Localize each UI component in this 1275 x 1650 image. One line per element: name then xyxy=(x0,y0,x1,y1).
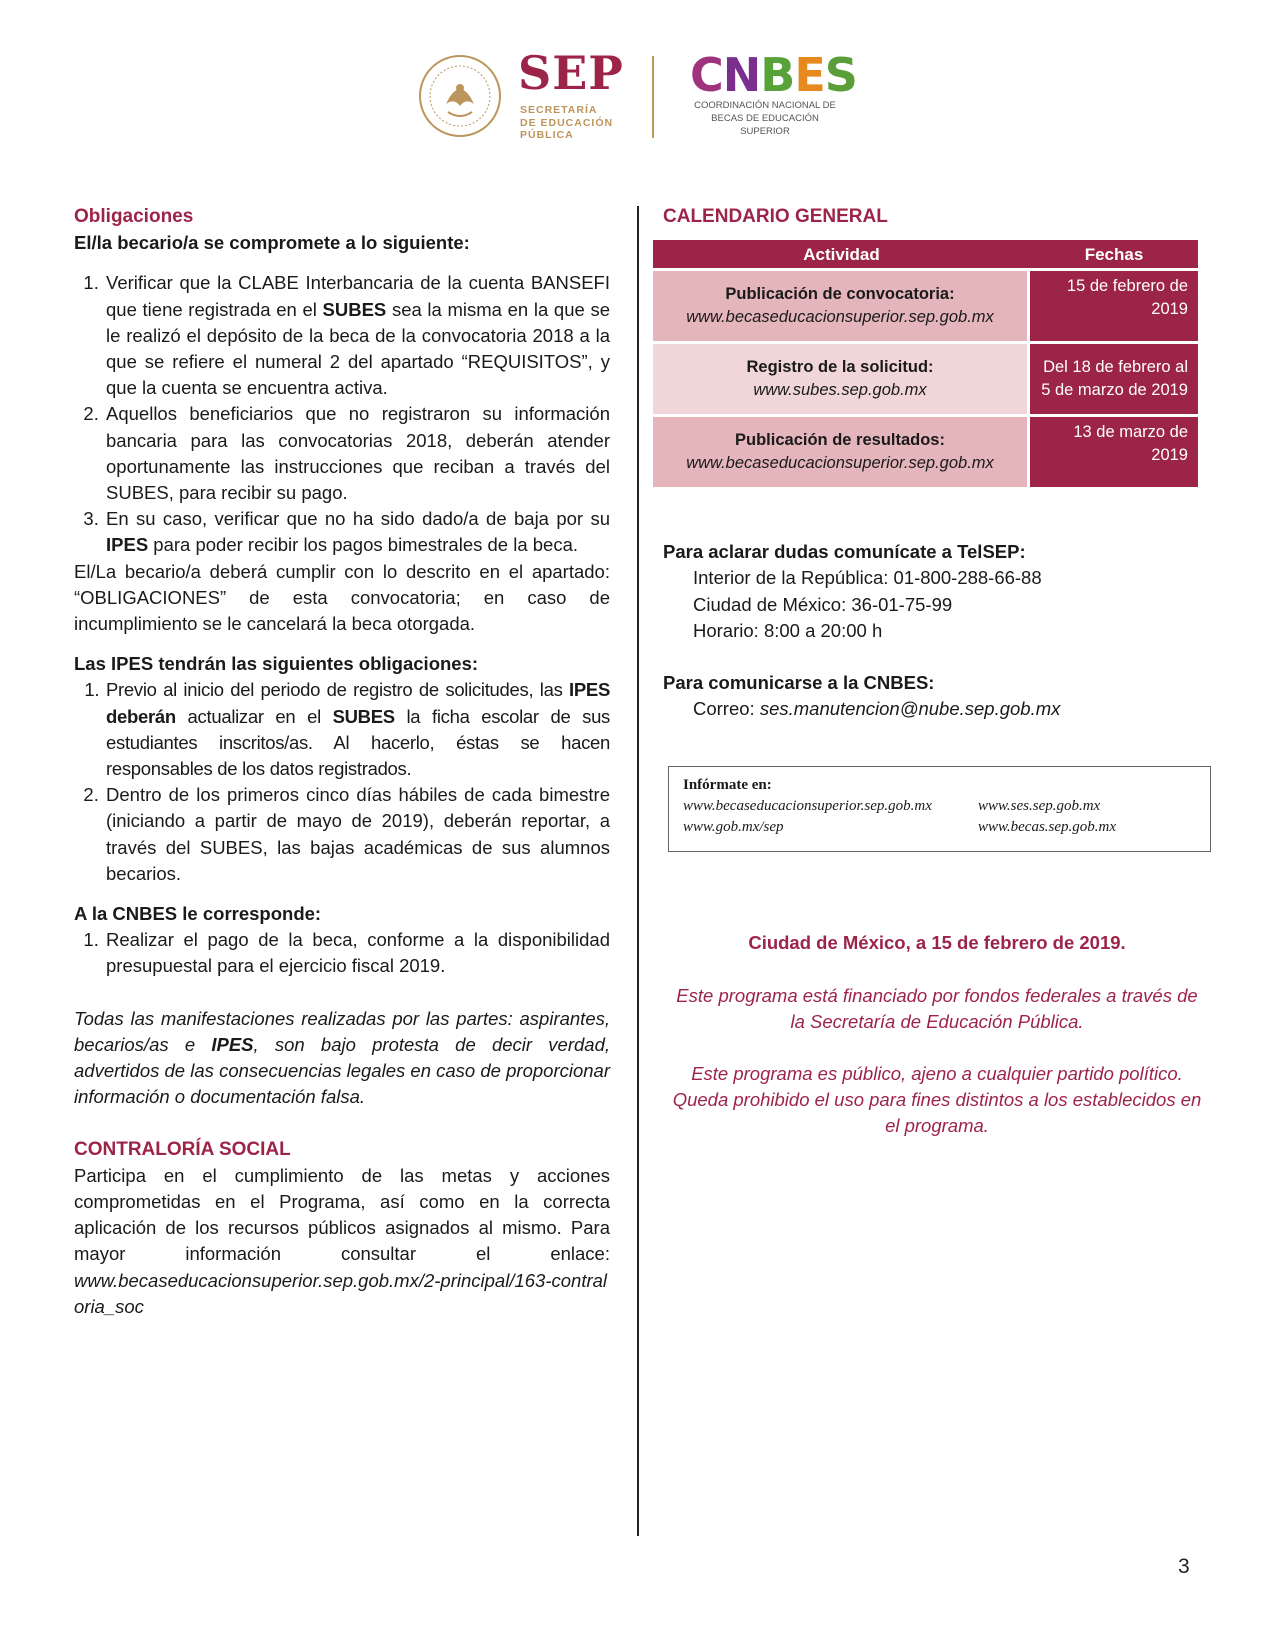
calendar-table xyxy=(653,240,1198,487)
calendar-heading: CALENDARIO GENERAL xyxy=(663,206,888,227)
list-item: 1. Realizar el pago de la beca, conforme a la disponibilidad presupuestal para el ejercicio fiscal 2019. xyxy=(104,927,610,979)
contraloria-text: Participa en el cumplimiento de las metas y acciones comprometidas en el Programa, así como en la correcta aplicación de los recursos públicos asignados al mismo. Para mayor información consultar el enlace: xyxy=(74,1164,610,1265)
telsep-line: Interior de la República: 01-800-288-66-88 xyxy=(693,567,1042,589)
calendar-url[interactable]: www.becaseducacionsuperior.sep.gob.mx xyxy=(686,454,994,473)
legend-financiado: Este programa está financiado por fondos federales a través de la Secretaría de Educación Pública. xyxy=(676,984,1198,1032)
correo-link[interactable]: ses.manutencion@nube.sep.gob.mx xyxy=(759,698,1061,720)
informate-box xyxy=(668,766,1211,852)
place-date: Ciudad de México, a 15 de febrero de 2019. xyxy=(748,932,1126,954)
list-item: 2. Aquellos beneficiarios que no registraron su información bancaria para las convocatorias 2018, deberán atender oportunamente las instrucciones que reciban a través del SUBES, para recibir su pago. xyxy=(104,401,610,506)
info-link[interactable]: www.ses.sep.gob.mx xyxy=(978,798,1101,815)
correo-line: Correo: ses.manutencion@nube.sep.gob.mx xyxy=(693,698,1061,720)
contraloria-link[interactable]: www.becaseducacionsuperior.sep.gob.mx/2-principal/163-contraloria_soc xyxy=(74,1269,608,1317)
cnbes-letter: E xyxy=(794,48,825,102)
list-item: 1. Previo al inicio del periodo de registro de solicitudes, las IPES deberán actualizar en el SUBES la ficha escolar de sus estudiantes inscritos/as. Al hacerlo, éstas se hacen responsables de los datos registrados. xyxy=(104,677,610,782)
calendar-date: 15 de febrero de 2019 xyxy=(1030,268,1198,341)
list-item: 2. Dentro de los primeros cinco días hábiles de cada bimestre (iniciando a partir de mayo de 2019), deberán reportar, a través del SUBES, las bajas académicas de sus alumnos becarios. xyxy=(104,782,610,887)
table-header-fechas: Fechas xyxy=(1030,240,1198,268)
info-link[interactable]: www.gob.mx/sep xyxy=(683,819,784,836)
table-row: Publicación de resultados: www.becaseducacionsuperior.sep.gob.mx 13 de marzo de 2019 xyxy=(653,414,1198,487)
mexico-seal-icon xyxy=(418,54,502,138)
table-row: Publicación de convocatoria: www.becaseducacionsuperior.sep.gob.mx 15 de febrero de 2019 xyxy=(653,268,1198,341)
calendar-date: 13 de marzo de 2019 xyxy=(1030,414,1198,487)
cnbes-intro: A la CNBES le corresponde: xyxy=(74,903,322,925)
left-column xyxy=(74,204,610,1320)
column-divider xyxy=(637,206,639,1536)
table-row: Registro de la solicitud: www.subes.sep.gob.mx Del 18 de febrero al 5 de marzo de 2019 xyxy=(653,341,1198,414)
informate-title: Infórmate en: xyxy=(683,777,772,794)
ipes-intro: Las IPES tendrán las siguientes obligaciones: xyxy=(74,653,479,675)
table-header-actividad: Actividad xyxy=(653,240,1030,268)
cnbes-letter: B xyxy=(760,48,795,102)
telsep-line: Horario: 8:00 a 20:00 h xyxy=(693,619,883,641)
calendar-url[interactable]: www.becaseducacionsuperior.sep.gob.mx xyxy=(686,308,994,327)
ipes-obligations-list xyxy=(74,677,610,887)
telsep-line: Ciudad de México: 36-01-75-99 xyxy=(693,593,953,615)
info-link[interactable]: www.becaseducacionsuperior.sep.gob.mx xyxy=(683,798,932,815)
list-item: 3. En su caso, verificar que no ha sido dado/a de baja por su IPES para poder recibir los pagos bimestrales de la beca. xyxy=(104,506,610,558)
cnbes-letter: N xyxy=(722,48,761,102)
sep-logo-text: SEP xyxy=(518,46,624,100)
calendar-date: Del 18 de febrero al 5 de marzo de 2019 xyxy=(1030,341,1198,414)
page-number: 3 xyxy=(1178,1555,1190,1578)
right-column xyxy=(663,204,1211,1140)
telsep-heading: Para aclarar dudas comunícate a TelSEP: xyxy=(663,541,1026,563)
contraloria-heading: CONTRALORÍA SOCIAL xyxy=(74,1138,291,1160)
info-link[interactable]: www.becas.sep.gob.mx xyxy=(978,819,1117,836)
legend-publico: Este programa es público, ajeno a cualquier partido político. Queda prohibido el uso para fines distintos a los establecidos en el programa. xyxy=(672,1063,1202,1137)
cnbes-logo-text xyxy=(690,50,857,100)
header-divider xyxy=(652,56,654,138)
becario-closing: El/La becario/a deberá cumplir con lo descrito en el apartado: “OBLIGACIONES” de esta convocatoria; en caso de incumplimiento se le cancelará la beca otorgada. xyxy=(74,560,610,635)
cnbes-contact-heading: Para comunicarse a la CNBES: xyxy=(663,672,935,694)
becario-obligations-list xyxy=(74,270,610,558)
protesta-paragraph: Todas las manifestaciones realizadas por las partes: aspirantes, becarios/as e IPES, son bajo protesta de decir verdad, advertidos de las consecuencias legales en caso de proporcionar información o documentación falsa. xyxy=(74,1007,610,1108)
cnbes-obligations-list xyxy=(74,927,610,979)
cnbes-logo-subtitle: COORDINACIÓN NACIONAL DE BECAS DE EDUCACIÓN SUPERIOR xyxy=(694,100,836,137)
list-item: 1. Verificar que la CLABE Interbancaria de la cuenta BANSEFI que tiene registrada en el SUBES sea la misma en la que se le realizó el depósito de la beca de la convocatoria 2018 a la que se refiere el numeral 2 del apartado “REQUISITOS”, y que la cuenta se encuentra activa. xyxy=(104,270,610,401)
cnbes-letter: C xyxy=(690,48,723,102)
cnbes-letter: S xyxy=(824,48,857,102)
becario-intro: El/la becario/a se compromete a lo siguiente: xyxy=(74,232,470,254)
obligaciones-heading: Obligaciones xyxy=(74,206,194,227)
sep-logo-subtitle: SECRETARÍA DE EDUCACIÓN PÚBLICA xyxy=(520,104,614,141)
calendar-url[interactable]: www.subes.sep.gob.mx xyxy=(753,381,927,400)
